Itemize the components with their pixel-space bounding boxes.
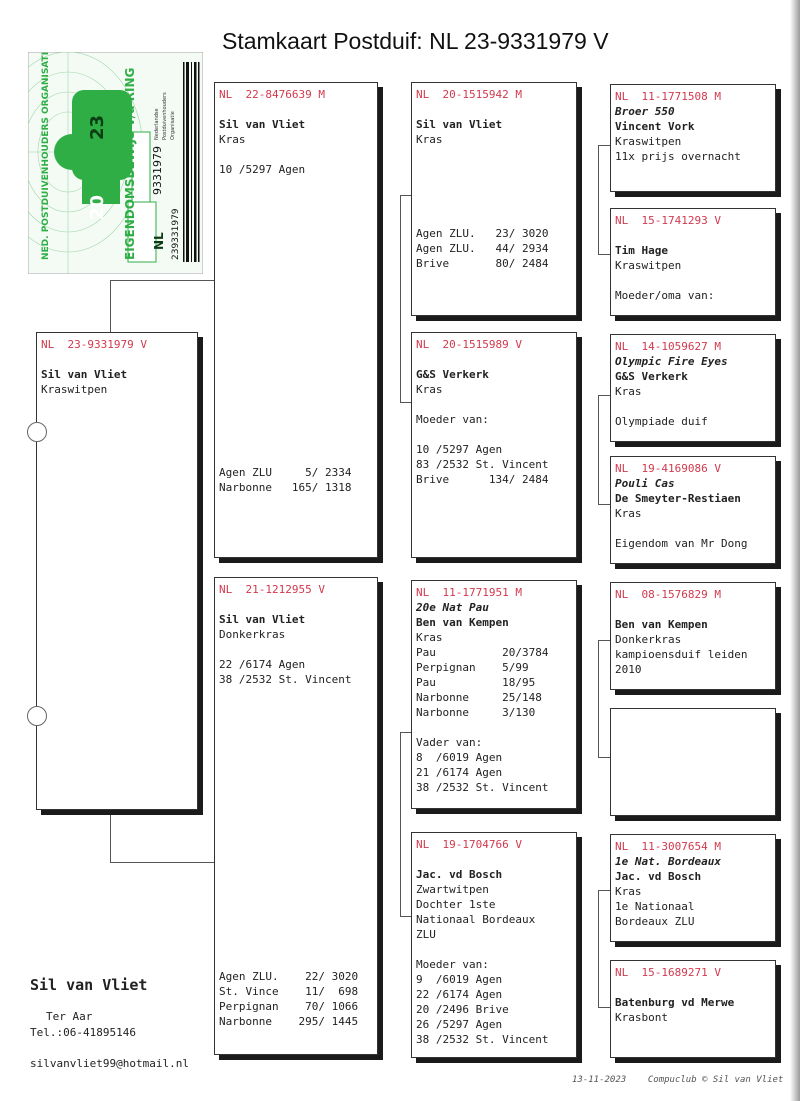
info-line: 20e Nat Pau — [416, 601, 489, 614]
info-line: Vincent Vork — [615, 120, 695, 133]
connector — [110, 280, 216, 281]
pigeon-card-mother — [214, 577, 378, 1055]
info-line: Jac. vd Bosch — [615, 870, 702, 883]
info-line — [416, 427, 572, 442]
pigeon-card-mmf — [610, 834, 776, 942]
ring-number: NL 15-1689271 V — [615, 966, 721, 979]
pigeon-card-fmm — [610, 456, 776, 564]
scan-edge-shadow — [790, 0, 800, 1101]
info-line: Moeder/oma van: — [615, 289, 715, 302]
owner-line: Sil van Vliet — [41, 368, 128, 381]
info-line — [615, 980, 771, 995]
ring-number: NL 11-1771951 M — [416, 586, 522, 599]
info-line: 22 /6174 Agen — [416, 988, 503, 1001]
ring-number: NL 15-1741293 V — [615, 214, 721, 227]
info-line: Ben van Kempen — [615, 618, 708, 631]
pigeon-card-ffa — [610, 84, 776, 192]
info-line: Vader van: — [416, 736, 483, 749]
info-line: Ben van Kempen — [416, 616, 509, 629]
connector — [598, 395, 599, 505]
info-line — [219, 147, 373, 162]
info-line: Perpignan 5/99 — [416, 661, 529, 674]
pigeon-card-mf — [411, 580, 577, 809]
info-line: Pau 20/3784 — [416, 646, 549, 659]
info-line: 9 /6019 Agen — [416, 973, 503, 986]
info-line: 22 /6174 Agen — [219, 658, 306, 671]
page-title: Stamkaart Postduif: NL 23-9331979 V — [222, 28, 609, 54]
pigeon-card-mmm — [610, 960, 776, 1058]
info-line: Moeder van: — [416, 958, 489, 971]
ring-ownership-card — [28, 52, 203, 274]
info-line: Zwartwitpen — [416, 883, 489, 896]
ring-card-doc: EIGENDOMSBEWIJS v/d RING — [123, 67, 137, 260]
ring-card-year-left: 20 — [87, 194, 108, 220]
connector — [110, 808, 111, 863]
info-line — [416, 720, 572, 735]
info-line — [416, 942, 572, 957]
info-line: Kraswitpen — [615, 259, 682, 272]
info-line: Sil van Vliet — [416, 118, 503, 131]
ring-number: NL 21-1212955 V — [219, 583, 325, 596]
punch-hole — [27, 706, 47, 726]
ring-card-brand-n: Nederlandse — [154, 108, 160, 140]
ring-number: NL 14-1059627 M — [615, 340, 721, 353]
result-line: Perpignan 70/ 1066 — [219, 1000, 359, 1013]
pigeon-card-fm — [411, 332, 577, 558]
info-line: Kras — [615, 385, 642, 398]
ring-card-barcode-number: 239331979 — [171, 208, 181, 260]
info-line: 2010 — [615, 663, 642, 676]
info-line — [615, 521, 771, 536]
info-line — [219, 642, 373, 657]
info-line: De Smeyter-Restiaen — [615, 492, 741, 505]
info-line: 10 /5297 Agen — [416, 443, 503, 456]
info-line — [615, 399, 771, 414]
ring-card-country: NL — [152, 232, 166, 250]
info-line: Kras — [615, 507, 642, 520]
result-line: Agen ZLU. 44/ 2934 — [416, 242, 549, 255]
ring-number: NL 19-4169086 V — [615, 462, 721, 475]
pigeon-card-mm — [411, 832, 577, 1058]
info-line: Olympiade duif — [615, 415, 708, 428]
pigeon-card-mff — [610, 582, 776, 690]
ring-number: NL 11-3007654 M — [615, 840, 721, 853]
result-line: Narbonne 165/ 1318 — [219, 481, 352, 494]
info-line — [615, 602, 771, 617]
result-line: Narbonne 295/ 1445 — [219, 1015, 359, 1028]
info-line: 11x prijs overnacht — [615, 150, 741, 163]
footer-credit: 13-11-2023 Compuclub © Sil van Vliet — [572, 1075, 784, 1085]
pigeon-card-ffm — [610, 208, 776, 316]
info-line: 38 /2532 St. Vincent — [416, 781, 549, 794]
result-line: Agen ZLU. 23/ 3020 — [416, 227, 549, 240]
info-line: Kras — [219, 133, 246, 146]
info-line: Kras — [416, 133, 443, 146]
ring-card-year-right: 23 — [87, 114, 108, 140]
result-line: Agen ZLU. 22/ 3020 — [219, 970, 359, 983]
info-line: Kras — [416, 383, 443, 396]
info-line: ZLU — [416, 928, 436, 941]
info-line: Narbonne 25/148 — [416, 691, 542, 704]
owner-email: silvanvliet99@hotmail.nl — [30, 1057, 189, 1070]
connector — [400, 732, 401, 917]
info-line: Krasbont — [615, 1011, 668, 1024]
connector — [598, 890, 599, 1008]
ring-number: NL 19-1704766 V — [416, 838, 522, 851]
info-line — [615, 228, 771, 243]
info-line: kampioensduif leiden — [615, 648, 748, 661]
info-line: Nationaal Bordeaux — [416, 913, 536, 926]
info-line: 83 /2532 St. Vincent — [416, 458, 549, 471]
ring-number: NL 08-1576829 M — [615, 588, 721, 601]
connector — [598, 640, 599, 758]
pigeon-card-mfm-empty — [610, 708, 776, 816]
info-line: Batenburg vd Merwe — [615, 996, 735, 1009]
info-line: Broer 550 — [615, 105, 675, 118]
ring-card-graphic — [28, 52, 203, 274]
pigeon-card-main — [36, 332, 198, 810]
info-line: 38 /2532 St. Vincent — [416, 1033, 549, 1046]
info-line: Pau 18/95 — [416, 676, 536, 689]
info-line: G&S Verkerk — [615, 370, 688, 383]
ring-card-brand-o: Organisatie — [170, 111, 176, 140]
info-line: Jac. vd Bosch — [416, 868, 503, 881]
ring-number: NL 11-1771508 M — [615, 90, 721, 103]
info-line: Moeder van: — [416, 413, 489, 426]
info-line: Donkerkras — [615, 633, 682, 646]
ring-card-org: NED. POSTDUIVENHOUDERS ORGANISATIE — [41, 52, 51, 260]
info-line: Pouli Cas — [615, 477, 675, 490]
info-line: 1e Nationaal — [615, 900, 695, 913]
info-line: G&S Verkerk — [416, 368, 489, 381]
info-line: 1e Nat. Bordeaux — [615, 855, 721, 868]
info-line: Bordeaux ZLU — [615, 915, 695, 928]
info-line: 10 /5297 Agen — [219, 163, 306, 176]
ring-number: NL 23-9331979 V — [41, 338, 147, 351]
info-line: Narbonne 3/130 — [416, 706, 536, 719]
info-line: Olympic Fire Eyes — [615, 355, 728, 368]
pigeon-card-father — [214, 82, 378, 558]
info-line: Kras — [615, 885, 642, 898]
result-line: Agen ZLU 5/ 2334 — [219, 466, 352, 479]
results-block — [219, 969, 358, 1029]
pigeon-card-fmf — [610, 334, 776, 442]
result-line: Brive 80/ 2484 — [416, 257, 549, 270]
ring-number: NL 20-1515989 V — [416, 338, 522, 351]
info-line — [416, 397, 572, 412]
info-line: 21 /6174 Agen — [416, 766, 503, 779]
info-line: Dochter 1ste — [416, 898, 496, 911]
owner-name: Sil van Vliet — [30, 976, 148, 994]
info-line: 8 /6019 Agen — [416, 751, 503, 764]
punch-hole — [27, 422, 47, 442]
result-line: St. Vince 11/ 698 — [219, 985, 359, 998]
results-block — [416, 226, 548, 271]
info-line: 26 /5297 Agen — [416, 1018, 503, 1031]
info-line — [615, 273, 771, 288]
info-line: 38 /2532 St. Vincent — [219, 673, 352, 686]
info-line: Kraswitpen — [615, 135, 682, 148]
ring-card-number: 9331979 — [151, 146, 164, 195]
color-line: Kraswitpen — [41, 383, 108, 396]
info-line: 20 /2496 Brive — [416, 1003, 509, 1016]
ring-number: NL 20-1515942 M — [416, 88, 522, 101]
connector — [400, 195, 401, 403]
connector — [110, 280, 111, 340]
ring-card-brand-p: Postduivenhouders — [162, 92, 168, 140]
info-line: Brive 134/ 2484 — [416, 473, 549, 486]
connector — [110, 862, 216, 863]
info-line: Tim Hage — [615, 244, 668, 257]
results-block — [219, 465, 351, 495]
connector — [598, 145, 599, 255]
owner-place: Ter Aar — [46, 1010, 93, 1023]
info-line: Sil van Vliet — [219, 118, 306, 131]
pigeon-card-ff — [411, 82, 577, 316]
info-line: Donkerkras — [219, 628, 286, 641]
owner-phone: Tel.:06-41895146 — [30, 1026, 136, 1039]
ring-number: NL 22-8476639 M — [219, 88, 325, 101]
info-line: Kras — [416, 631, 443, 644]
info-line: Sil van Vliet — [219, 613, 306, 626]
info-line: Eigendom van Mr Dong — [615, 537, 748, 550]
